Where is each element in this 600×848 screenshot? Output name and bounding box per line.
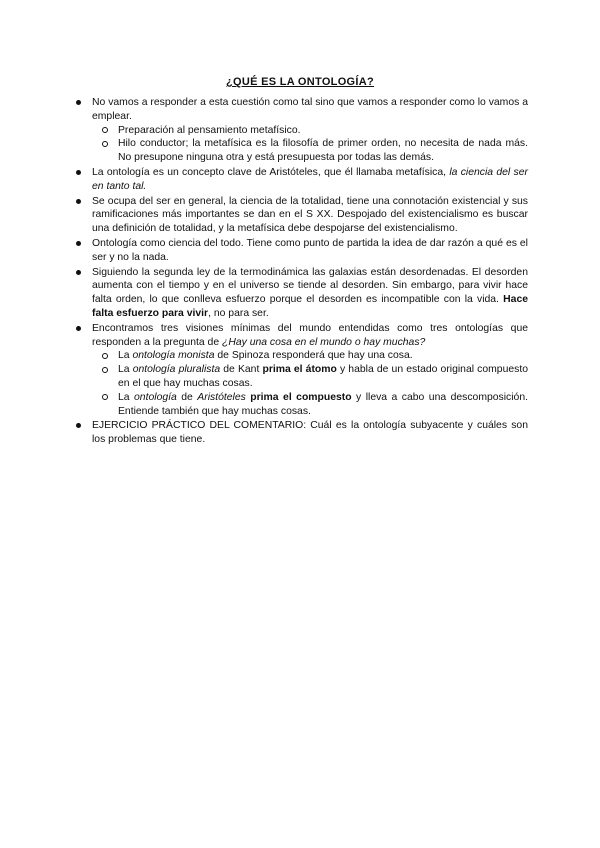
list-item	[76, 322, 528, 419]
sub-list-item: Preparación al pensamiento metafísico.	[92, 124, 528, 138]
sub-text: y lleva a cabo una descomposición. Entiende también que hay muchas cosas.	[118, 391, 528, 417]
sub-list-item	[92, 363, 528, 391]
list-item	[76, 96, 528, 165]
document-body	[76, 96, 528, 448]
sub-list	[92, 124, 528, 165]
item-text: La ontología es un concepto clave de Aristóteles, que él llamaba metafísica,	[92, 166, 447, 178]
sub-italic: ontología pluralista	[132, 364, 221, 376]
sub-italic: Aristóteles	[197, 391, 246, 403]
sub-italic: ontología monista	[132, 350, 215, 362]
sub-text: de Spinoza responderá que hay una cosa.	[214, 350, 413, 362]
list-item	[76, 237, 528, 265]
item-text: Encontramos tres visiones mínimas del mundo entendidas como tres ontologías que responden a la pregunta de	[92, 322, 528, 348]
list-item	[76, 419, 528, 447]
sub-text: de Kant	[220, 364, 263, 376]
list-item	[76, 266, 528, 321]
sub-list-item: Hilo conductor; la metafísica es la filosofía de primer orden, no necesita de nada más. No presupone ninguna otra y está presupuesta por todas las demás.	[92, 137, 528, 165]
item-text: Siguiendo la segunda ley de la termodinámica las galaxias están desordenadas. El desorden aumenta con el tiempo y en el universo se tiende al desorden. Sin embargo, para vivir hace falta orden, lo que conlleva esfuerzo porque el desorden es incompatible con la vida.	[92, 266, 528, 306]
sub-list-item	[92, 349, 528, 363]
bullet-list	[76, 96, 528, 447]
sub-list	[92, 349, 528, 418]
item-text: No vamos a responder a esta cuestión como tal sino que vamos a responder como lo vamos a emplear.	[92, 97, 528, 122]
list-item	[76, 166, 528, 194]
sub-text: de	[176, 391, 198, 403]
sub-text: y habla de un estado original compuesto en el que hay muchas cosas.	[118, 364, 528, 389]
item-text: EJERCICIO PRÁCTICO DEL COMENTARIO: Cuál es la ontología subyacente y cuáles son los problemas que tiene.	[92, 420, 528, 446]
sub-text: La	[118, 364, 133, 376]
item-text: Se ocupa del ser en general, la ciencia de la totalidad, tiene una connotación existencial y sus ramificaciones más importantes se dan en el S XX. Despojado del existencialismo es buscar una definición de totalidad, y la metafísica debe despojarse del existencialismo.	[92, 195, 528, 235]
item-tail-text: , no para ser.	[208, 307, 269, 319]
page-title: ¿QUÉ ES LA ONTOLOGÍA?	[225, 76, 375, 88]
item-text: Ontología como ciencia del todo. Tiene como punto de partida la idea de dar razón a qué es el ser y no la nada.	[92, 237, 528, 263]
sub-bold: prima el compuesto	[250, 391, 352, 403]
item-italic-text: ¿Hay una cosa en el mundo o hay muchas?	[222, 336, 426, 348]
item-italic-text: la ciencia del ser en tanto tal.	[92, 166, 528, 192]
sub-italic: ontología	[134, 391, 177, 403]
sub-list-item	[92, 391, 528, 419]
sub-text: La	[118, 391, 135, 403]
sub-text: La	[118, 350, 133, 362]
list-item	[76, 195, 528, 236]
item-bold-text: Hace falta esfuerzo para vivir	[92, 294, 528, 319]
sub-bold: prima el átomo	[262, 364, 337, 376]
